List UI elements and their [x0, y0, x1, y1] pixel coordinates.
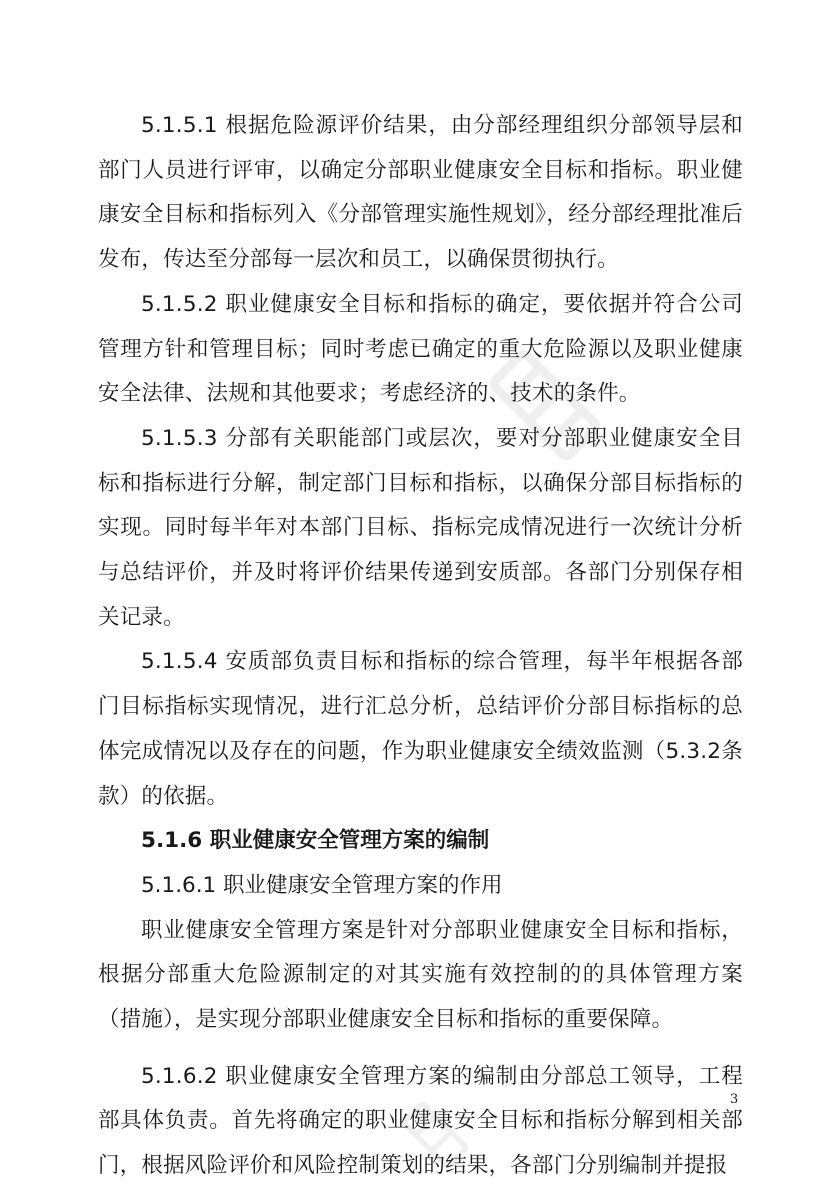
document-body — [98, 104, 743, 1189]
page-number: 3 — [730, 1092, 739, 1107]
paragraph-5-1-5-1: 5.1.5.1 根据危险源评价结果，由分部经理组织分部领导层和部门人员进行评审，以确定分部职业健康安全目标和指标。职业健康安全目标和指标列入《分部管理实施性规划》，经分部经理批准后发布，传达至分部每一层次和员工，以确保贯彻执行。 — [98, 113, 743, 273]
paragraph-5-1-5-2: 5.1.5.2 职业健康安全目标和指标的确定，要依据并符合公司管理方针和管理目标；同时考虑已确定的重大危险源以及职业健康安全法律、法规和其他要求；考虑经济的、技术的条件。 — [98, 291, 743, 407]
paragraph-5-1-6-1-body: 职业健康安全管理方案是针对分部职业健康安全目标和指标，根据分部重大危险源制定的对其实施有效控制的的具体管理方案（措施），是实现分部职业健康安全目标和指标的重要保障。 — [98, 917, 743, 1033]
paragraph-spacer — [98, 1043, 743, 1055]
section-heading-5-1-6: 5.1.6 职业健康安全管理方案的编制 — [141, 828, 490, 854]
paragraph-5-1-5-4: 5.1.5.4 安质部负责目标和指标的综合管理，每半年根据各部门目标指标实现情况，进行汇总分析，总结评价分部目标指标的总体完成情况以及存在的问题，作为职业健康安全绩效监测（5.3.2条款）的依据。 — [98, 649, 743, 809]
paragraph-5-1-6-2: 5.1.6.2 职业健康安全管理方案的编制由分部总工领导，工程部具体负责。首先将确定的职业健康安全目标和指标分解到相关部门，根据风险评价和风险控制策划的结果，各部门分别编制并提报 — [98, 1063, 743, 1179]
paragraph-5-1-5-3: 5.1.5.3 分部有关职能部门或层次，要对分部职业健康安全目标和指标进行分解，制定部门目标和指标，以确保分部目标指标的实现。同时每半年对本部门目标、指标完成情况进行一次统计分析与总结评价，并及时将评价结果传递到安质部。各部门分别保存相关记录。 — [98, 425, 743, 630]
subsection-heading-5-1-6-1: 5.1.6.1 职业健康安全管理方案的作用 — [141, 872, 503, 898]
